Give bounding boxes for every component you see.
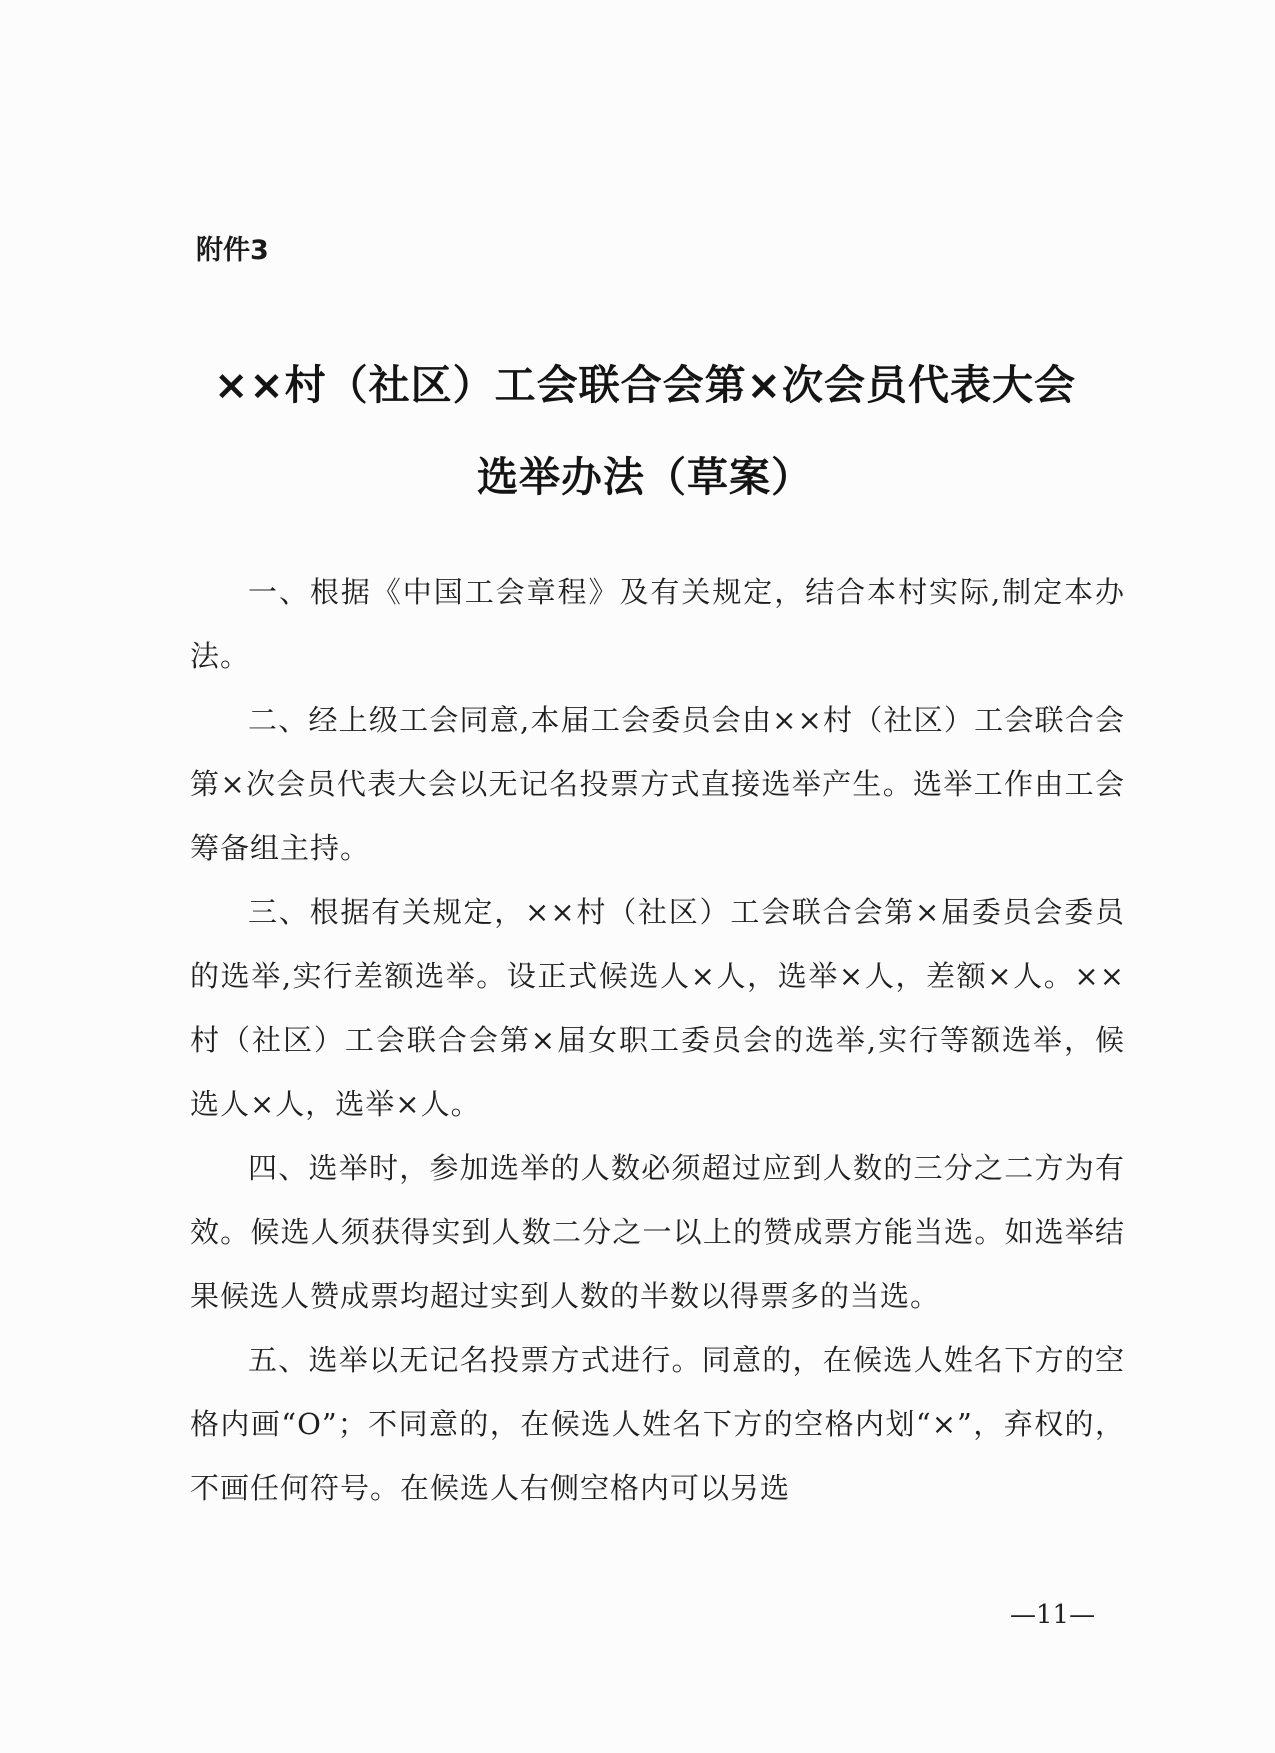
document-title-line2: 选举办法（草案） [477, 453, 813, 501]
paragraph-4: 四、选举时，参加选举的人数必须超过应到人数的三分之二方为有效。候选人须获得实到人数二分之一以上的赞成票方能当选。如选举结果候选人赞成票均超过实到人数的半数以得票多的当选。 [190, 1151, 1125, 1313]
paragraph-2: 二、经上级工会同意,本届工会委员会由××村（社区）工会联合会第×次会员代表大会以无记名投票方式直接选举产生。选举工作由工会筹备组主持。 [190, 703, 1125, 865]
attachment-label: 附件3 [196, 235, 269, 266]
paragraph-1: 一、根据《中国工会章程》及有关规定，结合本村实际,制定本办法。 [190, 575, 1125, 673]
document-body [190, 560, 1125, 1520]
document-title-line1: ××村（社区）工会联合会第×次会员代表大会 [213, 361, 1077, 409]
paragraph-5: 五、选举以无记名投票方式进行。同意的，在候选人姓名下方的空格内画“O”；不同意的，在候选人姓名下方的空格内划“×”，弃权的，不画任何符号。在候选人右侧空格内可以另选 [190, 1343, 1125, 1505]
paragraph-3: 三、根据有关规定，××村（社区）工会联合会第×届委员会委员的选举,实行差额选举。设正式候选人×人，选举×人，差额×人。××村（社区）工会联合会第×届女职工委员会的选举,实行等额选举，候选人×人，选举×人。 [190, 895, 1125, 1121]
page-number: —11— [1010, 1600, 1096, 1630]
